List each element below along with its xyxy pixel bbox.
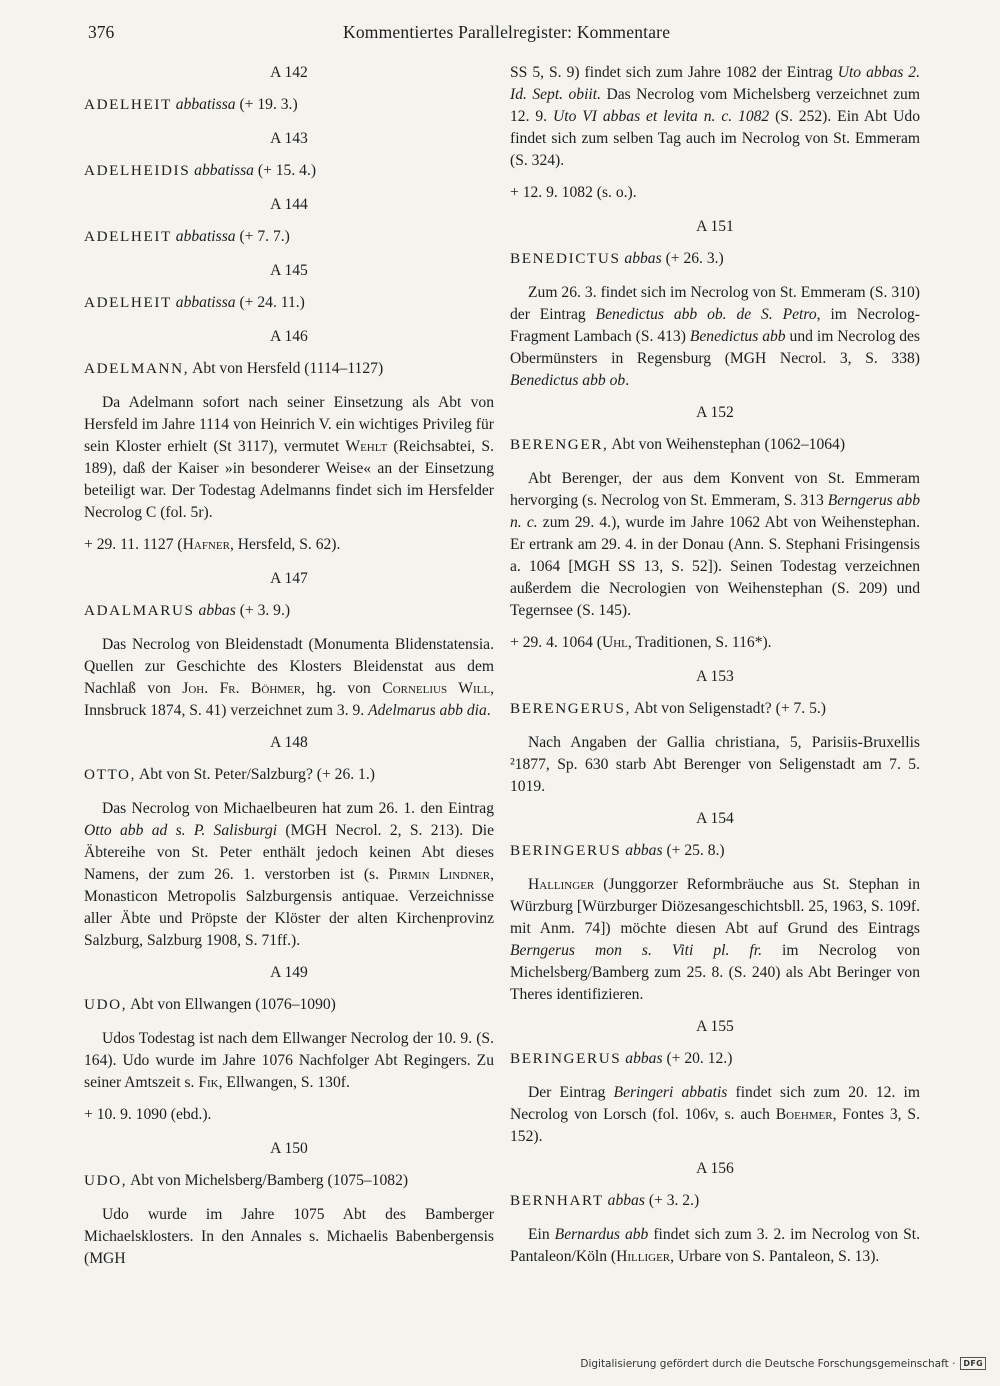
entry-number: A 146 — [270, 328, 308, 345]
entry-number: A 156 — [696, 1160, 734, 1177]
entry-heading: ADELMANN, Abt von Hersfeld (1114–1127) — [84, 360, 384, 377]
entry-number: A 147 — [270, 570, 308, 587]
entry-commentary: Hallinger (Junggorzer Reformbräuche aus St. Stephan in Würzburg [Würzburger Diözesangeschichtsbll. 25, 1963, S. 109f. mit Anm. 74]) möchte diesen Abt auf Grund des Eintrags Berngerus mon s. Viti pl. fr. im Necrolog von Michelsberg/Bamberg zum 25. 8. (S. 240) als Abt Beringer von Theres identifizieren. — [510, 876, 920, 1003]
running-head: Kommentiertes Parallelregister: Kommentare — [343, 22, 671, 42]
entry-number: A 155 — [696, 1018, 734, 1035]
entry-number: A 144 — [270, 196, 308, 213]
entry-number: A 153 — [696, 668, 734, 685]
entry-commentary: Der Eintrag Beringeri abbatis findet sich zum 20. 12. im Necrolog von Lorsch (fol. 106v, s. auch Boehmer, Fontes 3, S. 152). — [510, 1084, 920, 1145]
entry-commentary: Das Necrolog von Bleidenstadt (Monumenta Blidenstatensia. Quellen zur Geschichte des Klosters Bleidenstat aus dem Nachlaß von Joh. Fr. Böhmer, hg. von Cornelius Will, Innsbruck 1874, S. 41) verzeichnet zum 3. 9. Adelmarus abb dia. — [84, 636, 494, 719]
entry-commentary: Abt Berenger, der aus dem Konvent von St. Emmeram hervorging (s. Necrolog von St. Emmeram, S. 313 Berngerus abb n. c. zum 29. 4.), wurde im Jahre 1062 Abt von Weihenstephan. Er ertrank am 29. 4. in der Donau (Ann. S. Stephani Frisingensis a. 1064 [MGH SS 13, S. 52]). Seinen Todestag verzeichnen außerdem die Necrologien von Weihenstephan (S. 209) und Tegernsee (S. 145). — [510, 470, 921, 619]
entry-heading: ADELHEIT abbatissa (+ 7. 7.) — [84, 228, 290, 245]
entry-date: + 12. 9. 1082 (s. o.). — [510, 184, 637, 201]
entry-number: A 149 — [270, 964, 308, 981]
entry-heading: ADELHEIDIS abbatissa (+ 15. 4.) — [84, 162, 317, 179]
entry-heading: BERINGERUS abbas (+ 25. 8.) — [510, 842, 725, 859]
entry-date: + 10. 9. 1090 (ebd.). — [84, 1106, 212, 1123]
entry-number: A 143 — [270, 130, 308, 147]
entry-heading: BERNHART abbas (+ 3. 2.) — [510, 1192, 700, 1209]
digitization-credit — [580, 1357, 986, 1370]
entry-commentary: Zum 26. 3. findet sich im Necrolog von St. Emmeram (S. 310) der Eintrag Benedictus abb ob. de S. Petro, im Necrolog-Fragment Lambach (S. 413) Benedictus abb und im Necrolog des Obermünsters in Regensburg (MGH Necrol. 3, S. 338) Benedictus abb ob. — [510, 284, 921, 389]
entry-number: A 148 — [270, 734, 308, 751]
entry-number: A 142 — [270, 64, 308, 81]
entry-heading: BERENGER, Abt von Weihenstephan (1062–1064) — [510, 436, 846, 453]
entry-date: + 29. 11. 1127 (Hafner, Hersfeld, S. 62). — [84, 536, 341, 553]
credit-text: Digitalisierung gefördert durch die Deutsche Forschungsgemeinschaft · — [580, 1357, 956, 1370]
entry-number: A 152 — [696, 404, 734, 421]
entry-heading: ADELHEIT abbatissa (+ 19. 3.) — [84, 96, 298, 113]
entry-number: A 151 — [696, 218, 734, 235]
entry-heading: OTTO, Abt von St. Peter/Salzburg? (+ 26. 1.) — [84, 766, 375, 783]
entry-commentary: Udo wurde im Jahre 1075 Abt des Bamberger Michaelsklosters. In den Annales s. Michaelis Babenbergensis (MGH — [84, 1206, 494, 1267]
entry-commentary-continued: SS 5, S. 9) findet sich zum Jahre 1082 der Eintrag Uto abbas 2. Id. Sept. obiit. Das Necrolog vom Michelsberg verzeichnet zum 12. 9. Uto VI abbas et levita n. c. 1082 (S. 252). Ein Abt Udo findet sich zum selben Tag auch im Necrolog von St. Emmeram (S. 324). — [510, 64, 921, 169]
dfg-logo: DFG — [960, 1357, 986, 1370]
entry-commentary: Ein Bernardus abb findet sich zum 3. 2. im Necrolog von St. Pantaleon/Köln (Hilliger, Urbare von S. Pantaleon, S. 13). — [510, 1226, 920, 1265]
left-column — [84, 62, 494, 1280]
entry-number: A 154 — [696, 810, 734, 827]
entry-commentary: Das Necrolog von Michaelbeuren hat zum 26. 1. den Eintrag Otto abb ad s. P. Salisburgi (MGH Necrol. 2, S. 213). Die Äbtereihe von St. Peter enthält jedoch keinen Abt dieses Namens, der zum 26. 1. verstorben ist (s. Pirmin Lindner, Monasticon Metropolis Salzburgensis antiquae. Verzeichnisse aller Äbte und Pröpste der Klöster der alten Kirchenprovinz Salzburg, Salzburg 1908, S. 71ff.). — [84, 800, 495, 949]
page-header — [88, 22, 918, 52]
entry-number: A 145 — [270, 262, 308, 279]
entry-number: A 150 — [270, 1140, 308, 1157]
right-column — [510, 62, 920, 1278]
entry-heading: UDO, Abt von Michelsberg/Bamberg (1075–1082) — [84, 1172, 409, 1189]
entry-heading: BERENGERUS, Abt von Seligenstadt? (+ 7. 5.) — [510, 700, 826, 717]
entry-heading: BERINGERUS abbas (+ 20. 12.) — [510, 1050, 733, 1067]
entry-commentary: Da Adelmann sofort nach seiner Einsetzung als Abt von Hersfeld im Jahre 1114 von Heinrich V. ein wichtiges Privileg für sein Kloster erhielt (St 3117), vermutet Wehlt (Reichsabtei, S. 189), daß der Kaiser »in besonderer Weise« an der Einsetzung beteiligt war. Der Todestag Adelmanns findet sich im Hersfelder Necrolog C (fol. 5r). — [84, 394, 494, 521]
entry-heading: BENEDICTUS abbas (+ 26. 3.) — [510, 250, 724, 267]
entry-heading: ADELHEIT abbatissa (+ 24. 11.) — [84, 294, 305, 311]
entry-heading: UDO, Abt von Ellwangen (1076–1090) — [84, 996, 336, 1013]
entry-date: + 29. 4. 1064 (Uhl, Traditionen, S. 116*). — [510, 634, 772, 651]
page-number: 376 — [88, 22, 115, 42]
entry-commentary: Nach Angaben der Gallia christiana, 5, Parisiis-Bruxellis ²1877, Sp. 630 starb Abt Berenger von Seligenstadt am 7. 5. 1019. — [510, 734, 920, 795]
entry-heading: ADALMARUS abbas (+ 3. 9.) — [84, 602, 291, 619]
entry-commentary: Udos Todestag ist nach dem Ellwanger Necrolog der 10. 9. (S. 164). Udo wurde im Jahre 1076 Nachfolger Abt Regingers. Zu seiner Amtszeit s. Fik, Ellwangen, S. 130f. — [84, 1030, 494, 1091]
